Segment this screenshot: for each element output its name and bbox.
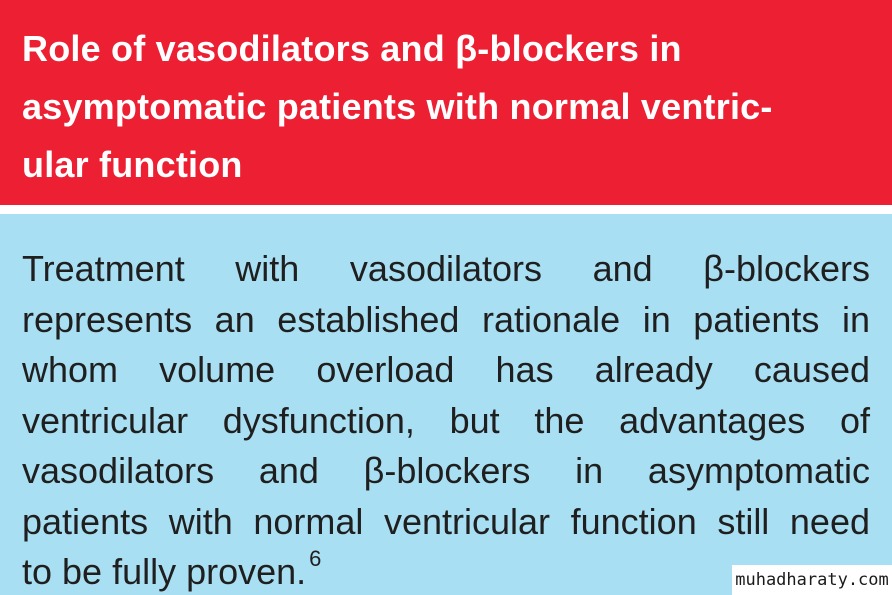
title-line: Role of vasodilators and β-blockers in: [22, 28, 682, 69]
title-line: asymptomatic patients with normal ventric-: [22, 86, 773, 127]
watermark: muhadharaty.com: [732, 565, 892, 595]
citation-superscript: 6: [309, 546, 322, 571]
body-paragraph: [22, 244, 870, 595]
slide-title: [22, 20, 868, 194]
content-box: [0, 214, 892, 595]
body-line: patients with normal ventricular function still need: [22, 500, 870, 542]
body-line: whom volume overload has already caused: [22, 349, 870, 390]
title-line: ular function: [22, 144, 243, 185]
body-line: Treatment with vasodilators and β-blockers: [22, 248, 870, 289]
body-line: vasodilators and β-blockers in asymptomatic: [22, 450, 870, 491]
body-line: ventricular dysfunction, but the advantages of: [22, 399, 870, 441]
title-banner: [0, 0, 892, 205]
body-line: represents an established rationale in patients in: [22, 298, 870, 340]
body-line-text: to be fully proven.: [22, 551, 307, 592]
